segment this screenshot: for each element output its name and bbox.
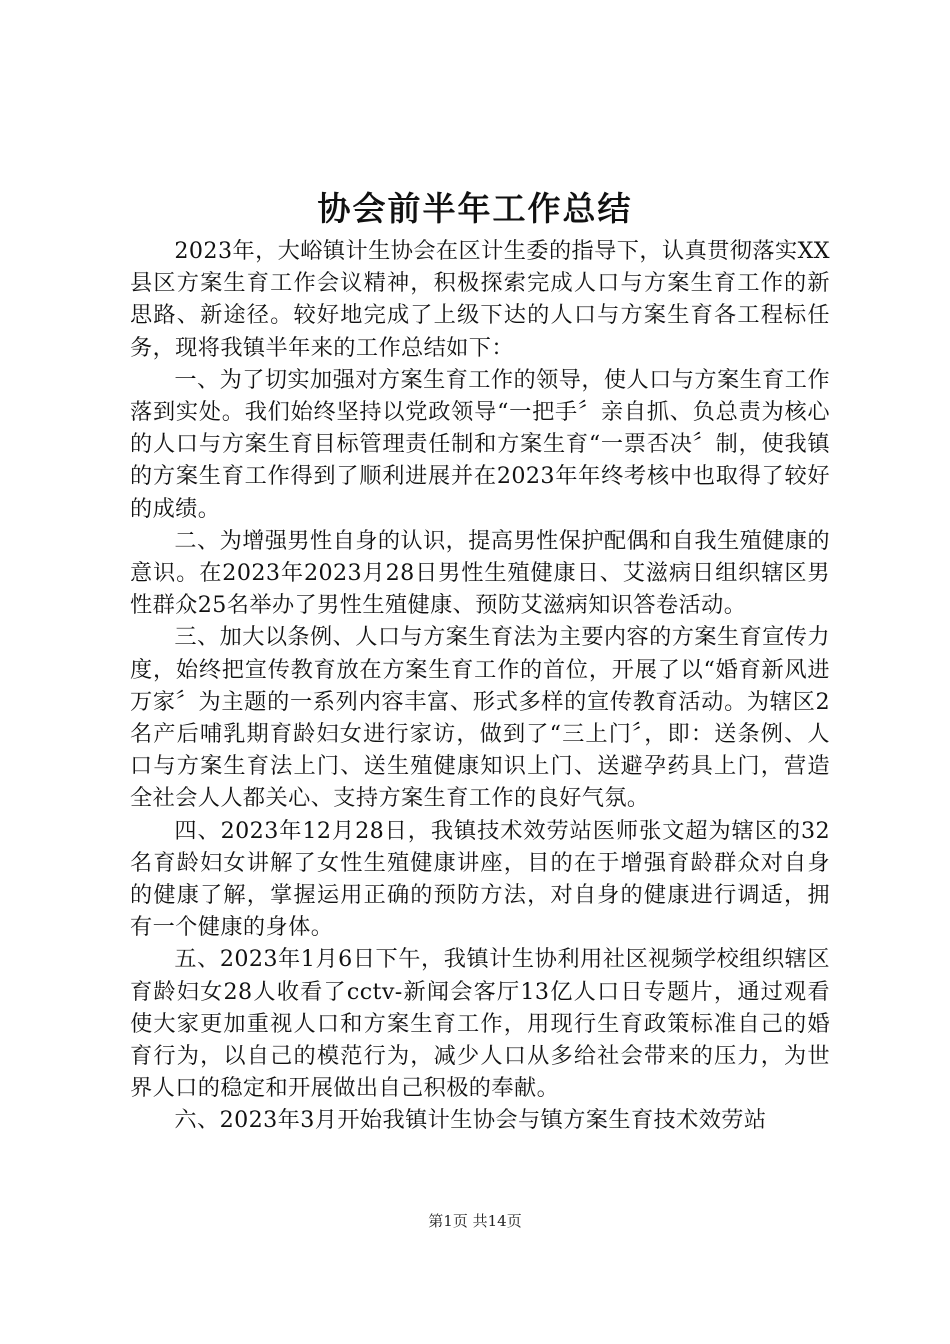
page-footer: 第1页 共14页	[428, 1212, 522, 1230]
paragraph-section-3: 三、加大以条例、人口与方案生育法为主要内容的方案生育宣传力度，始终把宣传教育放在方案生育工作的首位，开展了以“婚育新风进万家〞为主题的一系列内容丰富、形式多样的宣传教育活动。为辖区2名产后哺乳期育龄妇女进行家访，做到了“三上门〞，即：送条例、人口与方案生育法上门、送生殖健康知识上门、送避孕药具上门，营造全社会人人都关心、支持方案生育工作的良好气氛。	[130, 624, 830, 812]
paragraph-intro: 2023年，大峪镇计生协会在区计生委的指导下，认真贯彻落实XX县区方案生育工作会议精神，积极探索完成人口与方案生育工作的新思路、新途径。较好地完成了上级下达的人口与方案生育各工程标任务，现将我镇半年来的工作总结如下：	[130, 238, 830, 361]
document-title: 协会前半年工作总结	[317, 189, 633, 228]
document-body	[130, 235, 830, 1137]
paragraph-section-5: 五、2023年1月6日下午，我镇计生协利用社区视频学校组织辖区育龄妇女28人收看了cctv-新闻会客厅13亿人口日专题片，通过观看使大家更加重视人口和方案生育工作，用现行生育政策标准自己的婚育行为，以自己的模范行为，减少人口从多给社会带来的压力，为世界人口的稳定和开展做出自己积极的奉献。	[130, 946, 830, 1102]
paragraph-section-1: 一、为了切实加强对方案生育工作的领导，使人口与方案生育工作落到实处。我们始终坚持以党政领导“一把手〞亲自抓、负总责为核心的人口与方案生育目标管理责任制和方案生育“一票否决〞制，使我镇的方案生育工作得到了顺利进展并在2023年年终考核中也取得了较好的成绩。	[130, 366, 830, 522]
paragraph-section-4: 四、2023年12月28日，我镇技术效劳站医师张文超为辖区的32名育龄妇女讲解了女性生殖健康讲座，目的在于增强育龄群众对自身的健康了解，掌握运用正确的预防方法，对自身的健康进行调适，拥有一个健康的身体。	[130, 817, 830, 941]
paragraph-section-2: 二、为增强男性自身的认识，提高男性保护配偶和自我生殖健康的意识。在2023年2023月28日男性生殖健康日、艾滋病日组织辖区男性群众25名举办了男性生殖健康、预防艾滋病知识答卷活动。	[130, 527, 830, 619]
paragraph-section-6: 六、2023年3月开始我镇计生协会与镇方案生育技术效劳站	[174, 1107, 767, 1134]
